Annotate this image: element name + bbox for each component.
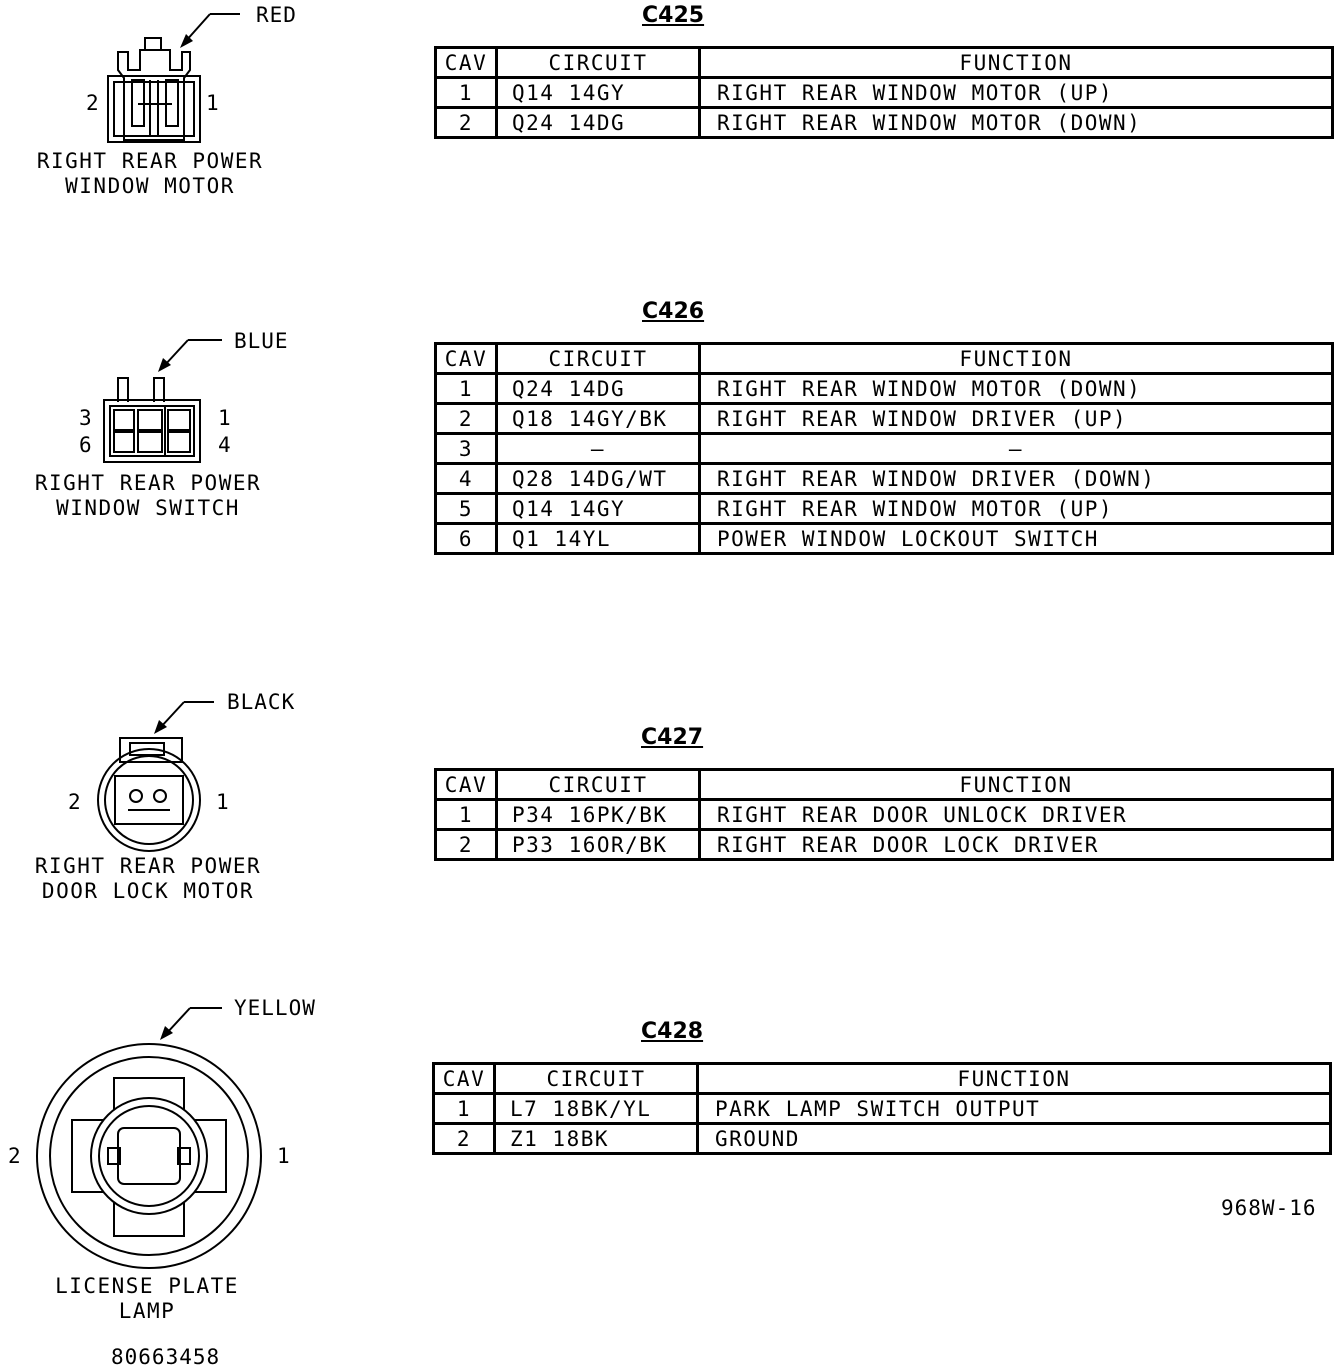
c428-title: C428 bbox=[641, 1019, 704, 1044]
cav-cell: 3 bbox=[436, 434, 497, 464]
function-cell: RIGHT REAR WINDOW DRIVER (DOWN) bbox=[700, 464, 1333, 494]
c425-component-line1: RIGHT REAR POWER bbox=[36, 149, 264, 173]
part-number: 80663458 bbox=[111, 1345, 221, 1369]
circuit-cell: Q18 14GY/BK bbox=[497, 404, 700, 434]
function-cell: RIGHT REAR WINDOW MOTOR (UP) bbox=[700, 494, 1333, 524]
function-header: FUNCTION bbox=[698, 1064, 1331, 1094]
table-header-row bbox=[436, 48, 1333, 78]
cav-cell: 1 bbox=[434, 1094, 495, 1124]
cav-cell: 6 bbox=[436, 524, 497, 554]
c426-component-line2: WINDOW SWITCH bbox=[56, 496, 240, 520]
table-row bbox=[434, 1124, 1331, 1154]
c428-color-label: YELLOW bbox=[234, 996, 316, 1020]
c425-title: C425 bbox=[642, 3, 705, 28]
function-header: FUNCTION bbox=[700, 770, 1333, 800]
c427-component-line1: RIGHT REAR POWER bbox=[34, 854, 262, 878]
c427-pin-left: 2 bbox=[68, 790, 82, 814]
table-header-row bbox=[436, 344, 1333, 374]
c425-pin-right: 1 bbox=[206, 91, 220, 115]
c426-pin-3: 3 bbox=[79, 406, 93, 430]
c428-connector-drawing bbox=[0, 990, 400, 1330]
c425-component-name bbox=[30, 149, 270, 199]
c425-pin-left: 2 bbox=[86, 91, 100, 115]
table-row bbox=[436, 404, 1333, 434]
function-header: FUNCTION bbox=[700, 344, 1333, 374]
c425-table bbox=[434, 46, 1334, 139]
circuit-cell: Q14 14GY bbox=[497, 78, 700, 108]
table-row bbox=[436, 800, 1333, 830]
circuit-cell: Z1 18BK bbox=[495, 1124, 698, 1154]
function-cell: RIGHT REAR WINDOW MOTOR (DOWN) bbox=[700, 374, 1333, 404]
table-row bbox=[436, 78, 1333, 108]
circuit-header: CIRCUIT bbox=[497, 770, 700, 800]
cav-header: CAV bbox=[434, 1064, 495, 1094]
c426-component-name bbox=[28, 471, 268, 521]
table-row bbox=[436, 830, 1333, 860]
cav-cell: 1 bbox=[436, 374, 497, 404]
circuit-cell: – bbox=[497, 434, 700, 464]
circuit-cell: Q24 14DG bbox=[497, 108, 700, 138]
function-cell: POWER WINDOW LOCKOUT SWITCH bbox=[700, 524, 1333, 554]
circuit-cell: Q14 14GY bbox=[497, 494, 700, 524]
cav-header: CAV bbox=[436, 48, 497, 78]
c425-color-label: RED bbox=[256, 3, 297, 27]
c428-component-line1: LICENSE PLATE bbox=[55, 1274, 239, 1298]
circuit-cell: Q24 14DG bbox=[497, 374, 700, 404]
function-cell: RIGHT REAR DOOR UNLOCK DRIVER bbox=[700, 800, 1333, 830]
c425-connector-drawing bbox=[0, 0, 400, 220]
function-cell: RIGHT REAR WINDOW MOTOR (DOWN) bbox=[700, 108, 1333, 138]
c427-connector-drawing bbox=[0, 680, 400, 910]
c427-color-label: BLACK bbox=[227, 690, 296, 714]
function-cell: PARK LAMP SWITCH OUTPUT bbox=[698, 1094, 1331, 1124]
function-cell: RIGHT REAR WINDOW DRIVER (UP) bbox=[700, 404, 1333, 434]
function-cell: RIGHT REAR DOOR LOCK DRIVER bbox=[700, 830, 1333, 860]
circuit-header: CIRCUIT bbox=[497, 344, 700, 374]
table-row bbox=[436, 494, 1333, 524]
cav-cell: 2 bbox=[436, 830, 497, 860]
function-cell: RIGHT REAR WINDOW MOTOR (UP) bbox=[700, 78, 1333, 108]
c427-component-line2: DOOR LOCK MOTOR bbox=[41, 879, 255, 903]
circuit-cell: L7 18BK/YL bbox=[495, 1094, 698, 1124]
c426-pin-1: 1 bbox=[218, 406, 232, 430]
c426-pin-6: 6 bbox=[79, 433, 93, 457]
c426-color-label: BLUE bbox=[234, 329, 289, 353]
c428-pin-right: 1 bbox=[277, 1144, 291, 1168]
c427-table bbox=[434, 768, 1334, 861]
cav-cell: 2 bbox=[436, 404, 497, 434]
table-row bbox=[436, 464, 1333, 494]
c428-table bbox=[432, 1062, 1332, 1155]
circuit-cell: P34 16PK/BK bbox=[497, 800, 700, 830]
circuit-cell: P33 16OR/BK bbox=[497, 830, 700, 860]
circuit-header: CIRCUIT bbox=[497, 48, 700, 78]
c426-table bbox=[434, 342, 1334, 555]
function-cell: – bbox=[700, 434, 1333, 464]
circuit-header: CIRCUIT bbox=[495, 1064, 698, 1094]
table-row bbox=[436, 434, 1333, 464]
table-row bbox=[434, 1094, 1331, 1124]
figure-id: 968W-16 bbox=[1221, 1196, 1317, 1220]
function-cell: GROUND bbox=[698, 1124, 1331, 1154]
cav-cell: 2 bbox=[434, 1124, 495, 1154]
cav-cell: 4 bbox=[436, 464, 497, 494]
circuit-cell: Q28 14DG/WT bbox=[497, 464, 700, 494]
table-row bbox=[436, 108, 1333, 138]
c428-component-name bbox=[27, 1274, 267, 1324]
table-header-row bbox=[434, 1064, 1331, 1094]
c426-connector-drawing bbox=[0, 320, 400, 530]
c426-title: C426 bbox=[642, 299, 705, 324]
cav-cell: 2 bbox=[436, 108, 497, 138]
cav-cell: 5 bbox=[436, 494, 497, 524]
c427-pin-right: 1 bbox=[216, 790, 230, 814]
circuit-cell: Q1 14YL bbox=[497, 524, 700, 554]
table-header-row bbox=[436, 770, 1333, 800]
c428-component-line2: LAMP bbox=[118, 1299, 176, 1323]
c425-component-line2: WINDOW MOTOR bbox=[65, 174, 235, 198]
c428-pin-left: 2 bbox=[8, 1144, 22, 1168]
cav-header: CAV bbox=[436, 344, 497, 374]
c426-component-line1: RIGHT REAR POWER bbox=[34, 471, 262, 495]
c427-component-name bbox=[28, 854, 268, 904]
table-row bbox=[436, 524, 1333, 554]
cav-header: CAV bbox=[436, 770, 497, 800]
table-row bbox=[436, 374, 1333, 404]
function-header: FUNCTION bbox=[700, 48, 1333, 78]
cav-cell: 1 bbox=[436, 78, 497, 108]
c427-title: C427 bbox=[641, 725, 704, 750]
cav-cell: 1 bbox=[436, 800, 497, 830]
c426-pin-4: 4 bbox=[218, 433, 232, 457]
